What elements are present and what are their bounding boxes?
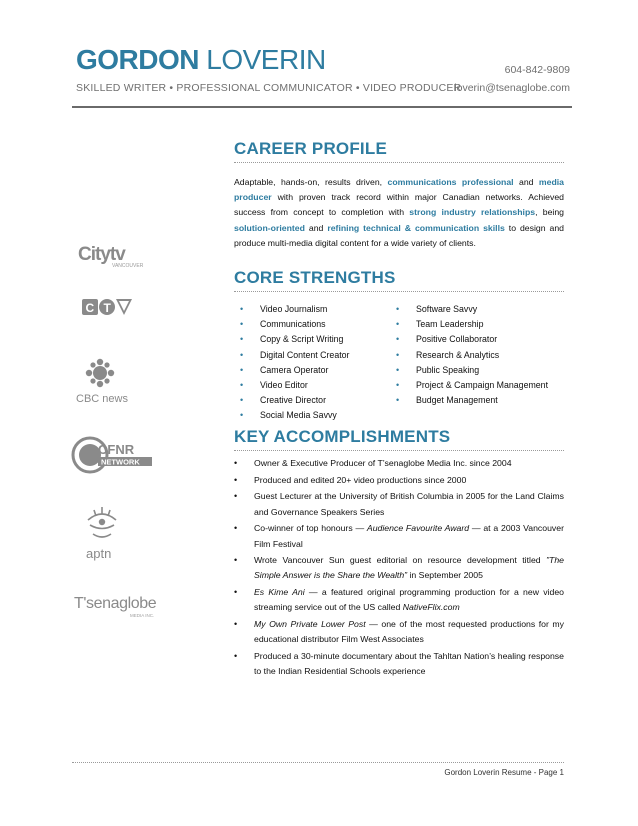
strength-item: • Public Speaking <box>394 363 564 378</box>
strength-item: • Digital Content Creator <box>238 348 388 363</box>
accomplishment-text: — at a 2003 Vancouver Film Festival <box>254 523 564 549</box>
resume-main-column <box>234 138 564 681</box>
citytv-logo-subtext: VANCOUVER <box>112 263 144 269</box>
cfnr-logo-text: CFNR <box>98 442 135 457</box>
accomplishment-item <box>234 473 564 488</box>
strength-item: • Video Editor <box>238 378 388 393</box>
first-name: GORDON <box>76 44 199 75</box>
accomplishment-text: Owner & Executive Producer of T’senaglobe Media Inc. since 2004 <box>254 458 512 469</box>
tsenaglobe-logo-subtext: MEDIA INC. <box>130 613 155 618</box>
strength-item: • Positive Collaborator <box>394 332 564 347</box>
core-strengths-section <box>234 267 564 432</box>
strength-item: • Budget Management <box>394 393 564 408</box>
accomplishment-italic-title: My Own Private Lower Post <box>254 619 366 630</box>
career-profile-heading: CAREER PROFILE <box>234 138 564 163</box>
resume-header <box>76 42 570 116</box>
accomplishment-text: Produced and edited 20+ video productions since 2000 <box>254 474 467 485</box>
strength-item: • Camera Operator <box>238 363 388 378</box>
tsenaglobe-logo-text: T'senaglobe <box>74 595 157 612</box>
aptn-logo <box>60 506 170 562</box>
highlighted-phrase: media producer <box>234 177 564 203</box>
cbc-news-logo <box>60 358 170 406</box>
profile-text-segment: and <box>304 222 328 233</box>
citytv-logo <box>60 240 170 270</box>
citytv-logo-text: Citytv <box>78 244 125 265</box>
profile-text-segment: , being <box>535 207 564 218</box>
strength-item: • Project & Campaign Management <box>394 378 564 393</box>
tagline: SKILLED WRITER • PROFESSIONAL COMMUNICATOR • VIDEO PRODUCER <box>76 82 462 94</box>
accomplishment-item <box>234 489 564 519</box>
svg-text:C: C <box>85 301 95 315</box>
email-address: loverin@tsenaglobe.com <box>454 82 570 94</box>
accomplishment-text: — one of the most requested productions for my educational distributor Film West Associates <box>254 619 564 645</box>
highlighted-phrase: strong industry relationships <box>409 207 536 218</box>
page-footer: Gordon Loverin Resume - Page 1 <box>444 768 564 777</box>
accomplishment-item <box>234 617 564 647</box>
accomplishment-text: Wrote Vancouver Sun guest editorial on resource development titled <box>254 555 547 566</box>
profile-text-segment: with proven track record within major Canadian networks. Achieved success from concept to completion with <box>234 192 564 218</box>
accomplishments-list <box>234 456 564 679</box>
accomplishment-text: — a featured original programming production for a new video streaming service out of the US called <box>254 587 564 613</box>
key-accomplishments-heading: KEY ACCOMPLISHMENTS <box>234 426 564 451</box>
highlighted-phrase: communications professional <box>387 177 514 187</box>
profile-text-segment: to design and produce multi-media digital content for a wide variety of clients. <box>234 222 565 248</box>
strength-item: • Software Savvy <box>394 302 564 317</box>
tsenaglobe-logo <box>60 590 170 624</box>
strengths-list-right <box>394 302 564 408</box>
highlighted-phrase: solution-oriented <box>234 222 305 233</box>
accomplishment-text: in September 2005 <box>407 570 483 581</box>
strength-item: • Creative Director <box>238 393 388 408</box>
career-profile-text <box>234 175 564 251</box>
aptn-logo-text: aptn <box>86 546 112 561</box>
ctv-logo <box>60 296 170 318</box>
accomplishment-item <box>234 521 564 551</box>
svg-text:T: T <box>103 301 111 315</box>
profile-text-segment: and <box>513 177 539 187</box>
key-accomplishments-section <box>234 426 564 679</box>
highlighted-phrase: refining technical & communication skills <box>327 222 505 233</box>
strength-item: • Team Leadership <box>394 317 564 332</box>
accomplishment-text: Co-winner of top honours — <box>254 523 367 534</box>
accomplishment-italic-title: Es Kime Ani <box>254 587 305 598</box>
accomplishment-italic-title: ”The Simple Answer is the Share the Wealth” <box>254 555 564 581</box>
accomplishment-italic-title: NativeFlix.com <box>402 602 460 613</box>
last-name: LOVERIN <box>199 44 326 75</box>
accomplishment-item <box>234 649 564 679</box>
cfnr-network-logo <box>60 434 170 476</box>
accomplishment-item <box>234 553 564 583</box>
strength-item: • Research & Analytics <box>394 348 564 363</box>
strength-item: • Communications <box>238 317 388 332</box>
phone-number: 604-842-9809 <box>504 64 570 76</box>
accomplishment-item <box>234 585 564 615</box>
footer-divider <box>72 762 564 763</box>
career-profile-section <box>234 138 564 251</box>
strength-item: • Social Media Savvy <box>238 408 388 423</box>
cbc-news-logo-text: CBC news <box>76 393 128 405</box>
strength-item: • Copy & Script Writing <box>238 332 388 347</box>
strengths-list-left <box>238 302 388 424</box>
profile-text-segment: Adaptable, hands-on, results driven, <box>234 177 388 187</box>
core-strengths-heading: CORE STRENGTHS <box>234 267 564 292</box>
candidate-name <box>76 42 326 78</box>
strength-item: • Video Journalism <box>238 302 388 317</box>
header-divider <box>72 106 572 108</box>
accomplishment-text: Produced a 30-minute documentary about the Tahltan Nation’s healing response to the Indian Residential Schools experience <box>254 650 564 677</box>
accomplishment-text: Guest Lecturer at the University of British Columbia in 2005 for the Land Claims and Governance Speakers Series <box>254 491 564 517</box>
core-strengths-columns <box>234 302 564 432</box>
accomplishment-italic-title: Audience Favourite Award <box>366 523 470 534</box>
accomplishment-item <box>234 456 564 471</box>
cfnr-network-text: NETWORK <box>101 457 140 467</box>
